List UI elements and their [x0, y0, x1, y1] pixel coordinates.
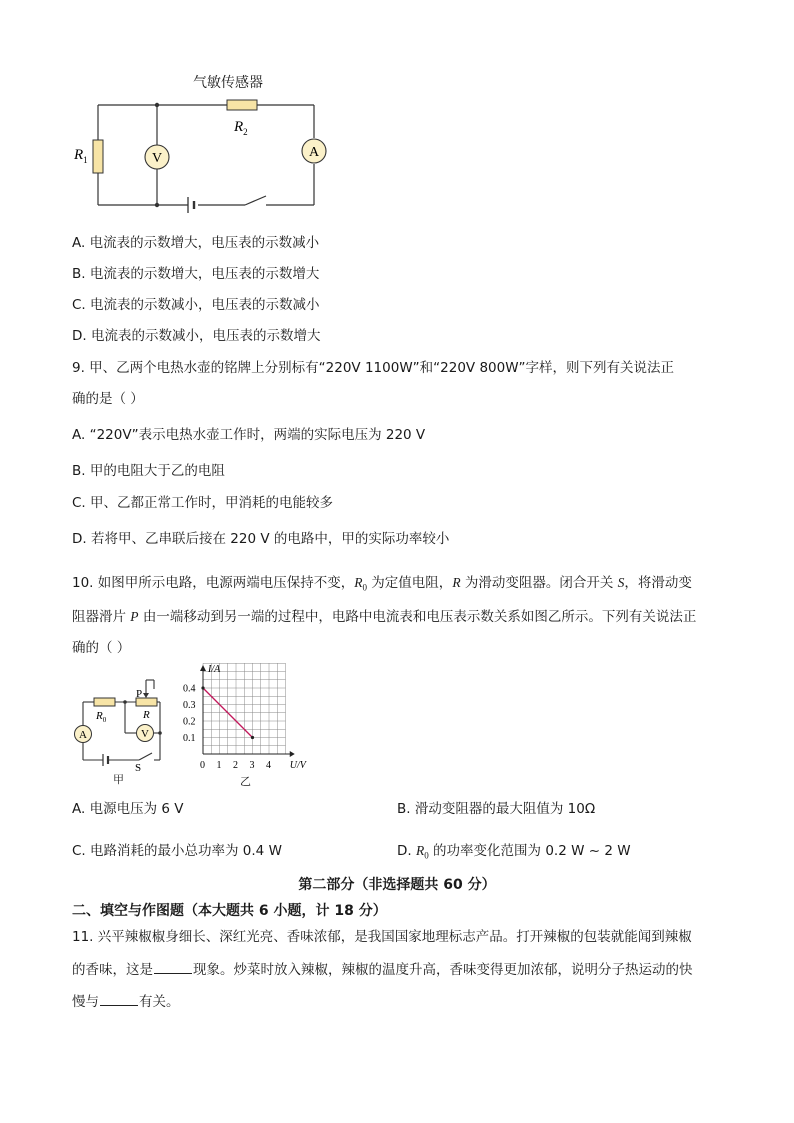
- option-letter: B.: [397, 801, 411, 817]
- r-symbol: R: [452, 575, 461, 590]
- option-text: 若将甲、乙串联后接在 220 V 的电路中，甲的实际功率较小: [90, 531, 450, 547]
- r2-sub: 2: [243, 127, 248, 137]
- option-text: 电流表的示数减小，电压表的示数增大: [90, 328, 321, 344]
- x-axis-label: U/V: [289, 760, 306, 771]
- option-letter: D.: [72, 531, 87, 547]
- option-text: 的功率变化范围为 0.2 W ~ 2 W: [428, 843, 631, 859]
- option-letter: D.: [72, 328, 87, 344]
- ammeter-label: A: [309, 145, 320, 160]
- stem-text: 阻器滑片: [72, 609, 131, 625]
- option-letter: C.: [72, 297, 86, 313]
- q9-stem-line2: 确的是（ ）: [72, 391, 144, 407]
- stem-text: 10. 如图甲所示电路，电源两端电压保持不变，: [72, 575, 355, 591]
- q11-line2: [72, 960, 693, 979]
- option-letter: C.: [72, 843, 86, 859]
- svg-text:R0: [95, 710, 107, 724]
- r-label: R: [143, 709, 150, 721]
- stem-text: 由一端移动到另一端的过程中，电路中电流表和电压表示数关系如图乙所示。下列有关说法正: [138, 609, 697, 625]
- stem-text: 的香味，这是: [72, 962, 153, 978]
- q9-option-c: [72, 494, 333, 512]
- option-text: “220V”表示电热水壶工作时，两端的实际电压为 220 V: [89, 427, 426, 443]
- voltmeter-label: V: [141, 728, 149, 740]
- q11-line3: [72, 992, 180, 1011]
- stem-text: 现象。炒菜时放入辣椒，辣椒的温度升高，香味变得更加浓郁，说明分子热运动的快: [193, 962, 693, 978]
- voltmeter-label: V: [152, 151, 163, 166]
- figure-gas-sensor-circuit: [70, 70, 330, 220]
- r1-sub: 1: [83, 155, 88, 165]
- svg-text:R1: [73, 147, 88, 165]
- x-tick-label: 2: [233, 760, 238, 771]
- r0-label: R: [96, 710, 103, 722]
- x-tick-label: 0: [200, 760, 205, 771]
- stem-text: 为定值电阻，: [367, 575, 453, 591]
- q9-option-b: [72, 462, 225, 480]
- option-letter: D.: [397, 843, 412, 859]
- svg-text:R2: [233, 119, 248, 137]
- x-tick-label: 3: [249, 760, 255, 771]
- section-heading: 二、填空与作图题（本大题共 6 小题，计 18 分）: [72, 903, 387, 919]
- q8-option-b: [72, 265, 319, 283]
- x-axis-arrow: [290, 751, 295, 757]
- option-letter: A.: [72, 427, 86, 443]
- r0-symbol: R: [354, 575, 363, 590]
- option-text: 甲的电阻大于乙的电阻: [89, 463, 225, 479]
- jia-circuit-diagram: [66, 668, 186, 788]
- stem-text: 为滑动变阻器。闭合开关: [460, 575, 618, 591]
- y-tick-label: 0.1: [183, 733, 196, 744]
- option-text: 电流表的示数增大，电压表的示数减小: [89, 235, 320, 251]
- y-axis-arrow: [200, 665, 206, 671]
- q11-line1: 11. 兴平辣椒椒身细长、深红光亮、香味浓郁，是我国国家地理标志产品。打开辣椒的包装就能闻到辣椒: [72, 929, 692, 945]
- stem-text: 有关。: [139, 994, 180, 1010]
- option-text: 电源电压为 6 V: [89, 801, 184, 817]
- q10-stem-line1: [72, 574, 692, 597]
- data-point: [251, 736, 254, 739]
- answer-blank-1[interactable]: [154, 960, 192, 974]
- figure-yi-graph: [180, 662, 310, 792]
- stem-text: ，将滑动变: [624, 575, 692, 591]
- figure-yi-caption: 乙: [240, 775, 251, 788]
- option-text: 甲、乙都正常工作时，甲消耗的电能较多: [90, 495, 334, 511]
- data-point: [201, 686, 204, 689]
- q10-stem-line3: 确的（ ）: [72, 640, 131, 656]
- y-tick-label: 0.2: [183, 716, 196, 728]
- option-text: 电路消耗的最小总功率为 0.4 W: [90, 843, 282, 859]
- part2-title: 第二部分（非选择题共 60 分）: [298, 877, 496, 893]
- q10-option-d: [397, 842, 631, 865]
- r0-subscript: 0: [362, 582, 368, 593]
- x-tick-label: 4: [266, 760, 271, 771]
- y-axis-label: I/A: [208, 664, 221, 675]
- switch-label: S: [135, 762, 142, 774]
- p-label: P: [136, 688, 143, 700]
- y-tick-label: 0.4: [183, 683, 196, 695]
- stem-text: 慢与: [72, 994, 99, 1010]
- r0-subscript: 0: [424, 850, 429, 861]
- option-letter: B.: [72, 266, 86, 282]
- figure-caption: 气敏传感器: [193, 75, 263, 91]
- gas-sensor-circuit-diagram: [70, 70, 330, 220]
- figure-jia-caption: 甲: [113, 773, 124, 786]
- r2-label: R: [234, 119, 244, 135]
- option-letter: A.: [72, 801, 86, 817]
- option-text: 滑动变阻器的最大阻值为 10Ω: [414, 801, 596, 817]
- q9-option-d: [72, 530, 449, 548]
- q8-option-d: [72, 327, 320, 345]
- r0-sub: 0: [102, 716, 107, 724]
- q8-option-c: [72, 296, 320, 314]
- q8-option-a: [72, 234, 319, 252]
- answer-blank-2[interactable]: [100, 992, 138, 1006]
- s-symbol: S: [617, 575, 625, 590]
- q9-stem-line1: 9. 甲、乙两个电热水壶的铭牌上分别标有“220V 1100W”和“220V 800W”字样，则下列有关说法正: [72, 360, 675, 376]
- q10-stem-line2: [72, 608, 696, 626]
- option-text: 电流表的示数增大，电压表的示数增大: [89, 266, 320, 282]
- option-letter: C.: [72, 495, 86, 511]
- q9-option-a: [72, 426, 425, 444]
- q10-option-b: [397, 800, 595, 818]
- p-symbol: P: [130, 609, 139, 624]
- option-text: 电流表的示数减小，电压表的示数减小: [90, 297, 320, 313]
- ammeter-label: A: [79, 729, 87, 741]
- r0-symbol: R: [415, 843, 425, 858]
- option-letter: A.: [72, 235, 86, 251]
- r1-label: R: [74, 147, 84, 163]
- option-letter: B.: [72, 463, 86, 479]
- y-tick-label: 0.3: [183, 700, 196, 711]
- q10-option-a: [72, 800, 184, 818]
- figure-jia-circuit: [66, 668, 186, 788]
- x-tick-label: 1: [216, 760, 222, 771]
- q10-option-c: [72, 842, 282, 860]
